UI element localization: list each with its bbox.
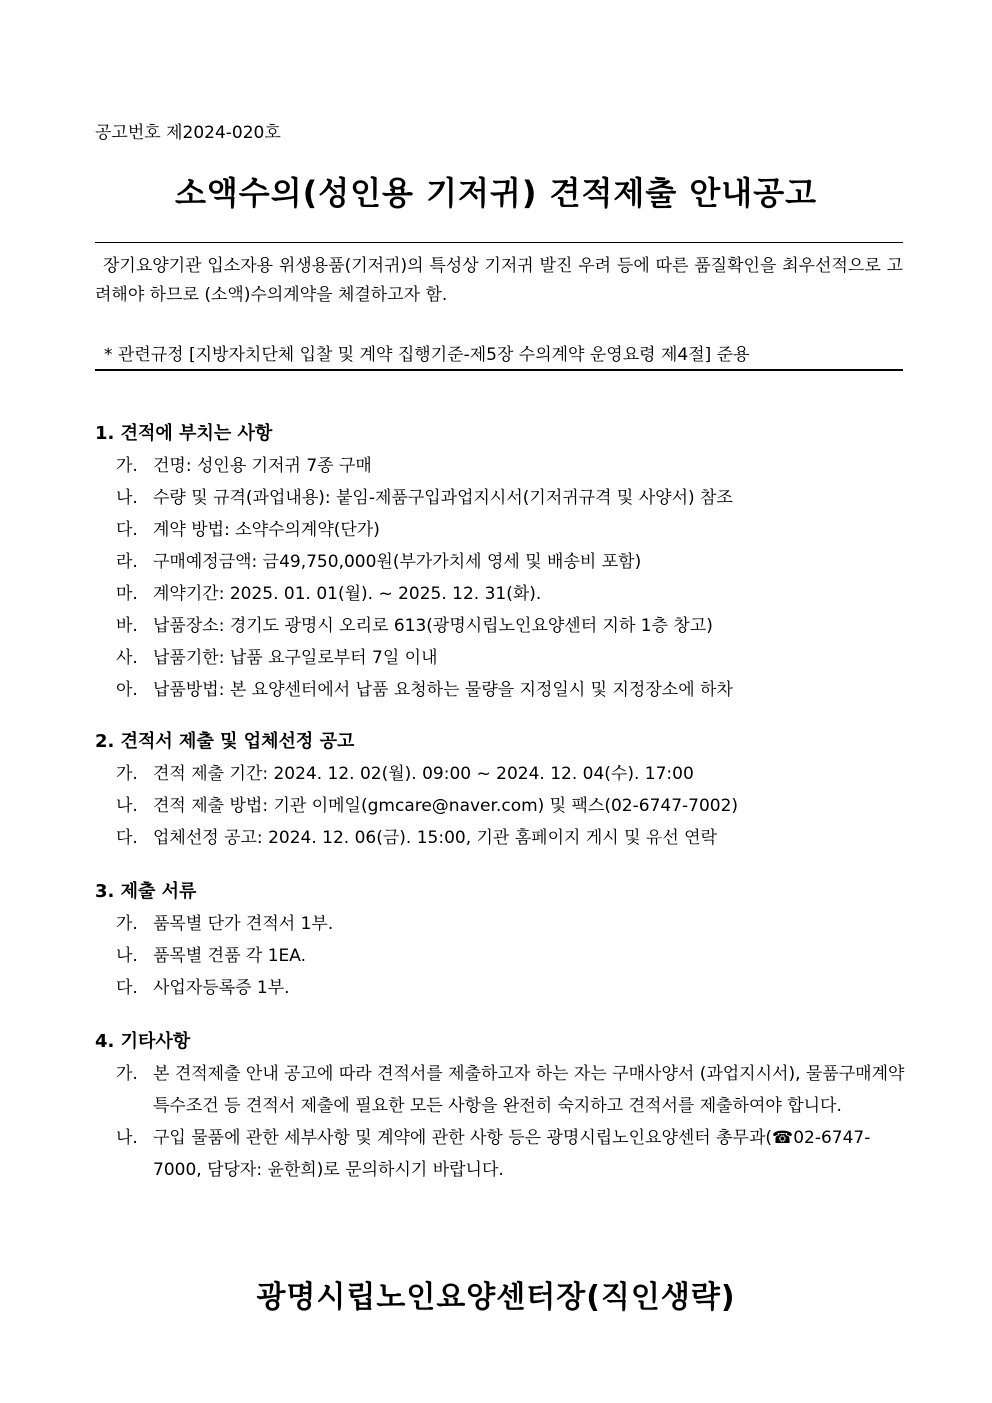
signature: 광명시립노인요양센터장(직인생략) [256,1280,736,1315]
section-title: 1. 견적에 부치는 사항 [95,423,273,444]
notice-number: 공고번호 제2024-020호 [95,123,281,143]
section-submission [95,726,915,854]
list-item: 나. 구입 물품에 관한 세부사항 및 계약에 관한 사항 등은 광명시립노인요양센터 총무과(☎02-6747-7000, 담당자: 윤한희)로 문의하시기 바랍니다. [116,1128,871,1180]
intro-paragraph: 장기요양기관 입소자용 위생용품(기저귀)의 특성상 기저귀 발진 우려 등에 따른 품질확인을 최우선적으로 고려해야 하므로 (소액)수의계약을 체결하고자 함. [95,256,903,305]
list-item: 나. 품목별 견품 각 1EA. [116,946,307,966]
list-item: 나. 견적 제출 방법: 기관 이메일(gmcare@naver.com) 및 팩스(02-6747-7002) [116,796,739,816]
section-title: 2. 견적서 제출 및 업체선정 공고 [95,731,355,752]
list-item: 라. 구매예정금액: 금49,750,000원(부가가치세 영세 및 배송비 포함) [116,552,642,572]
list-item: 사. 납품기한: 납품 요구일로부터 7일 이내 [116,648,438,668]
list-item: 가. 본 견적제출 안내 공고에 따라 견적서를 제출하고자 하는 자는 구매사양서 (과업지시서), 물품구매계약특수조건 등 견적서 제출에 필요한 모든 사항을 완전히 숙지하고 견적서를 제출하여야 합니다. [116,1064,905,1116]
divider-top [95,242,903,243]
section-title: 3. 제출 서류 [95,881,197,902]
section-title: 4. 기타사항 [95,1031,191,1052]
list-item: 다. 업체선정 공고: 2024. 12. 06(금). 15:00, 기관 홈페이지 게시 및 유선 연락 [116,828,718,848]
regulation-note: * 관련규정 [지방자치단체 입찰 및 계약 집행기준-제5장 수의계약 운영요령 제4절] 준용 [104,345,750,365]
list-item: 바. 납품장소: 경기도 광명시 오리로 613(광명시립노인요양센터 지하 1층 창고) [116,616,713,636]
list-item: 다. 계약 방법: 소약수의계약(단가) [116,520,380,540]
divider-bottom [95,369,903,371]
list-item: 마. 계약기간: 2025. 01. 01(월). ~ 2025. 12. 31(화). [116,584,542,604]
list-item: 가. 견적 제출 기간: 2024. 12. 02(월). 09:00 ~ 2024. 12. 04(수). 17:00 [116,764,694,784]
list-item: 가. 품목별 단가 견적서 1부. [116,914,334,934]
list-item: 나. 수량 및 규격(과업내용): 붙임-제품구입과업지시서(기저귀규격 및 사양서) 참조 [116,488,733,508]
page-title: 소액수의(성인용 기저귀) 견적제출 안내공고 [174,174,818,212]
section-misc [95,1026,905,1186]
list-item: 아. 납품방법: 본 요양센터에서 납품 요청하는 물량을 지정일시 및 지정장소에 하차 [116,680,733,700]
section-bid-subject [95,418,915,706]
list-item: 다. 사업자등록증 1부. [116,978,290,998]
section-documents [95,876,915,1004]
list-item: 가. 건명: 성인용 기저귀 7종 구매 [116,456,372,476]
